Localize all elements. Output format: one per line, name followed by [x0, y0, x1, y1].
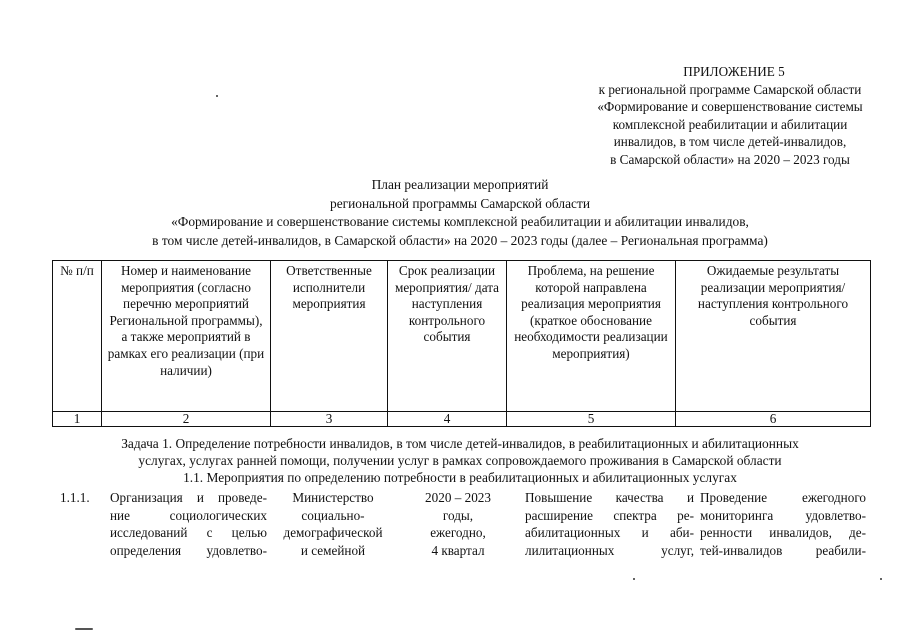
appendix-line: в Самарской области» на 2020 – 2023 годы [610, 151, 850, 167]
row-executor-line: Министерство [292, 490, 374, 505]
row-problem-cell [525, 489, 694, 559]
plan-title-line: в том числе детей-инвалидов, в Самарской области» на 2020 – 2023 годы (далее – Региональная программа) [152, 232, 768, 248]
plan-title-line: План реализации мероприятий [371, 177, 549, 192]
appendix-line: «Формирование и совершенствование системы [597, 99, 863, 114]
row-number: 1.1.1. [60, 490, 90, 505]
row-problem-line: абилитационных и аби- [525, 525, 694, 541]
row-executor-line: социально- [301, 507, 365, 523]
row-name-line: Организация и проведе- [110, 490, 267, 505]
appendix-line: комплексной реабилитации и абилитации [612, 116, 848, 132]
header-cell-problem: Проблема, на решение которой направлена реализация мероприятия (краткое обоснование необходимости реализации мероприятия) [507, 261, 676, 412]
task-line: услугах, услугах ранней помощи, получении услуг в рамках сопровождаемого проживания в Самарской области [138, 453, 782, 469]
row-name-line: исследований с целью [110, 525, 267, 541]
appendix-line: инвалидов, в том числе детей-инвалидов, [613, 134, 847, 149]
appendix-line: к региональной программе Самарской области [598, 81, 862, 97]
scan-mark [75, 628, 93, 630]
row-term-line: годы, [442, 507, 474, 523]
column-number: 5 [507, 412, 676, 427]
header-cell-term: Срок реализации мероприятия/ дата наступления контрольного события [388, 261, 507, 412]
row-problem-line: лилитационных услуг, [525, 542, 694, 558]
column-number: 1 [53, 412, 102, 427]
row-term-cell [400, 489, 516, 559]
plan-table [52, 260, 871, 427]
column-number: 4 [388, 412, 507, 427]
row-name-line: определения удовлетво- [110, 542, 267, 558]
scan-speck [633, 578, 635, 580]
row-executor-line: и семейной [300, 542, 366, 558]
column-number: 2 [102, 412, 271, 427]
plan-title [40, 176, 880, 250]
appendix-block [560, 63, 900, 168]
plan-title-line: региональной программы Самарской области [330, 195, 590, 211]
row-result-line: мониторинга удовлетво- [700, 507, 866, 523]
row-problem-line: расширение спектра ре- [525, 507, 694, 523]
row-name-line: ние социологических [110, 507, 267, 523]
row-result-line: тей-инвалидов реабили- [700, 542, 866, 558]
column-number: 3 [271, 412, 388, 427]
task-line: Задача 1. Определение потребности инвалидов, в том числе детей-инвалидов, в реабилитационных и абилитационных [121, 436, 799, 451]
plan-title-line: «Формирование и совершенствование системы комплексной реабилитации и абилитации инвалидов, [171, 214, 749, 229]
row-result-line: ренности инвалидов, де- [700, 525, 866, 541]
row-name-cell [110, 489, 267, 559]
scan-speck [880, 578, 882, 580]
table-header-row [53, 261, 871, 412]
row-result-cell [700, 489, 866, 559]
row-executor-cell [272, 489, 394, 559]
row-term-line: ежегодно, [430, 525, 486, 541]
row-term-line: 2020 – 2023 [425, 490, 491, 505]
task-block [40, 435, 880, 487]
row-term-line: 4 квартал [431, 542, 485, 558]
column-number: 6 [676, 412, 871, 427]
row-executor-line: демографической [283, 525, 383, 541]
header-cell-result: Ожидаемые результаты реализации мероприятия/ наступления контрольного события [676, 261, 871, 412]
scan-speck [216, 95, 218, 97]
subtask-line: 1.1. Мероприятия по определению потребности в реабилитационных и абилитационных услугах [183, 470, 737, 486]
table-number-row [53, 412, 871, 427]
appendix-label: ПРИЛОЖЕНИЕ 5 [683, 64, 785, 79]
header-cell-number: № п/п [53, 261, 102, 412]
header-cell-executor: Ответственные исполнители мероприятия [271, 261, 388, 412]
row-problem-line: Повышение качества и [525, 490, 694, 505]
header-cell-name: Номер и наименование мероприятия (согласно перечню мероприятий Региональной программы), а также мероприятий в рамках его реализации (при наличии) [102, 261, 271, 412]
row-result-line: Проведение ежегодного [700, 490, 866, 505]
